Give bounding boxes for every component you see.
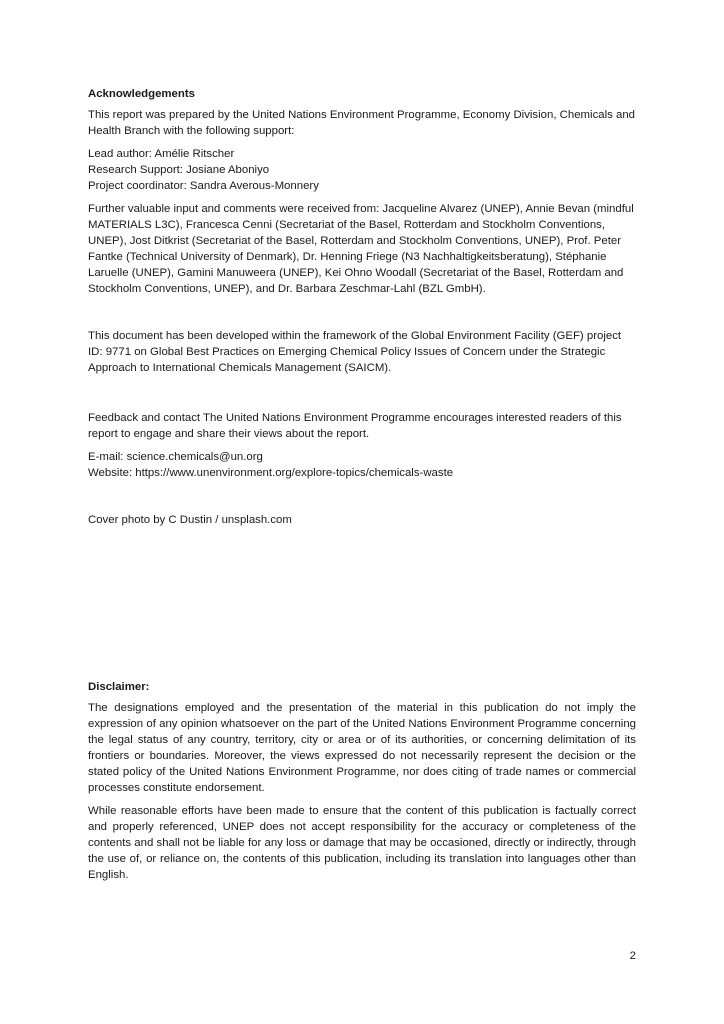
lead-author: Lead author: Amélie Ritscher (88, 148, 235, 160)
research-support: Research Support: Josiane Aboniyo (88, 164, 270, 176)
contributors-paragraph: Further valuable input and comments were received from: Jacqueline Alvarez (UNEP), Annie Bevan (mindful MATERIALS L3C), Francesca Cenni (Secretariat of the Basel, Rotterdam and Stockholm Conventions, UNEP), Jost Ditkrist (Secretariat of the Basel, Rotterdam and Stockholm Conventions, UNEP), Prof. Peter Fantke (Technical University of Denmark), Dr. Henning Friege (N3 Nachhaltigkeitsberatung), Stéphanie Laruelle (UNEP), Gamini Manuweera (UNEP), Kei Ohno Woodall (Secretariat of the Basel, Rotterdam and Stockholm Conventions, UNEP), and Dr. Barbara Zeschmar-Lahl (BZL GmbH). (88, 203, 634, 295)
disclaimer-heading: Disclaimer: (88, 681, 150, 693)
credits-block (88, 146, 636, 194)
disclaimer-paragraph-1: The designations employed and the presentation of the material in this publication do not imply the expression of any opinion whatsoever on the part of the United Nations Environment Programme concerning the legal status of any country, territory, city or area or of its authorities, or concerning delimitation of its frontiers or boundaries. Moreover, the views expressed do not necessarily represent the decision or the stated policy of the United Nations Environment Programme, nor does citing of trade names or commercial processes constitute endorsement. (88, 702, 636, 794)
contact-email: E-mail: science.chemicals@un.org (88, 451, 263, 463)
disclaimer-paragraph-2: While reasonable efforts have been made to ensure that the content of this publication is factually correct and properly referenced, UNEP does not accept responsibility for the accuracy or completeness of the contents and shall not be liable for any loss or damage that may be occasioned, directly or indirectly, through the use of, or reliance on, the contents of this publication, including its translation into languages other than English. (88, 805, 636, 881)
spacer (88, 488, 636, 512)
cover-photo-credit: Cover photo by C Dustin / unsplash.com (88, 514, 292, 526)
contact-website: Website: https://www.unenvironment.org/explore-topics/chemicals-waste (88, 467, 454, 479)
project-coordinator: Project coordinator: Sandra Averous-Monnery (88, 180, 319, 192)
document-page (88, 86, 636, 890)
spacer (88, 304, 636, 328)
page-number: 2 (629, 950, 636, 962)
spacer (88, 383, 636, 410)
acknowledgements-intro: This report was prepared by the United Nations Environment Programme, Economy Division, Chemicals and Health Branch with the following support: (88, 109, 635, 137)
contact-block (88, 449, 636, 481)
feedback-paragraph: Feedback and contact The United Nations Environment Programme encourages interested readers of this report to engage and share their views about the report. (88, 412, 622, 440)
acknowledgements-heading: Acknowledgements (88, 88, 195, 100)
framework-paragraph: This document has been developed within the framework of the Global Environment Facility (GEF) project ID: 9771 on Global Best Practices on Emerging Chemical Policy Issues of Concern under the Strategic Approach to International Chemicals Management (SAICM). (88, 330, 622, 374)
spacer (88, 535, 636, 679)
